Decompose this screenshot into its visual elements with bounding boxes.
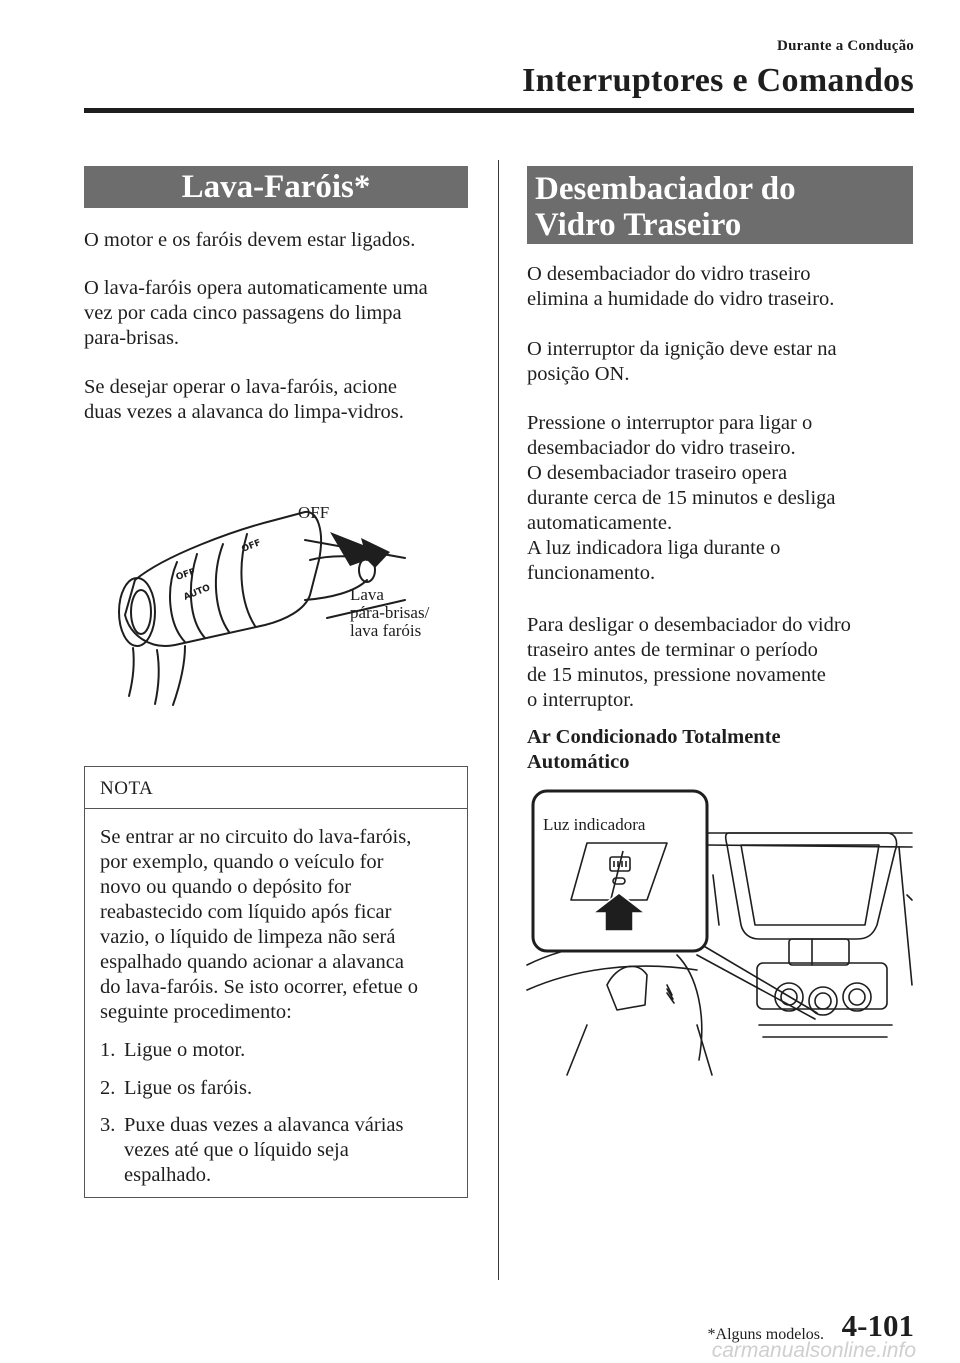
paragraph-turn-off: Para desligar o desembaciador do vidro traseiro antes de terminar o período de 15 minutos, pressione novamente o interruptor.	[527, 614, 851, 711]
paragraph-engine-on: O motor e os faróis devem estar ligados.	[84, 229, 416, 251]
note-body: Se entrar ar no circuito do lava-faróis, por exemplo, quando o veículo for novo ou quando o depósito for reabastecido com líquido após ficar vazio, o líquido de limpeza não será espalhado quando acionar a alavanca do lava-faróis. Se isto ocorrer, efetue o seguinte procedimento:	[100, 826, 418, 1023]
lever-mark-off-outer: OFF	[174, 567, 197, 583]
label-windshield-washer: Lava pára-brisas/ lava faróis	[350, 585, 430, 640]
section-title-rear-defroster: Desembaciador do Vidro Traseiro	[527, 166, 913, 244]
note-title: NOTA	[100, 778, 154, 799]
page-number: 4-101	[841, 1308, 914, 1343]
paragraph-manual-operation: Se desejar operar o lava-faróis, acione duas vezes a alavanca do limpa-vidros.	[84, 376, 404, 423]
label-off: OFF	[298, 503, 330, 522]
paragraph-auto-operation: O lava-faróis opera automaticamente uma vez por cada cinco passagens do limpa para-brisas.	[84, 277, 428, 349]
lever-mark-off-inner: OFF	[240, 538, 263, 555]
running-header-chapter: Interruptores e Comandos	[522, 62, 914, 99]
section-title-headlight-washer: Lava-Faróis*	[84, 166, 468, 208]
note-divider	[84, 808, 468, 809]
label-indicator-light: Luz indicadora	[543, 815, 646, 834]
watermark: carmanualsonline.info	[711, 1339, 916, 1362]
header-rule	[84, 108, 914, 113]
running-header-section: Durante a Condução	[777, 38, 914, 54]
paragraph-press-switch: Pressione o interruptor para ligar o desembaciador do vidro traseiro. O desembaciador traseiro opera durante cerca de 15 minutos e desliga automaticamente. A luz indicadora liga durante o funcionamento.	[527, 412, 836, 584]
lever-mark-auto: AUTO	[182, 583, 212, 603]
footnote-some-models: *Alguns modelos.	[707, 1326, 824, 1343]
subheading-auto-ac: Ar Condicionado Totalmente Automático	[527, 726, 781, 773]
column-divider	[498, 160, 499, 1280]
paragraph-ignition-on: O interruptor da ignição deve estar na posição ON.	[527, 338, 837, 385]
paragraph-defroster-purpose: O desembaciador do vidro traseiro elimina a humidade do vidro traseiro.	[527, 263, 835, 310]
